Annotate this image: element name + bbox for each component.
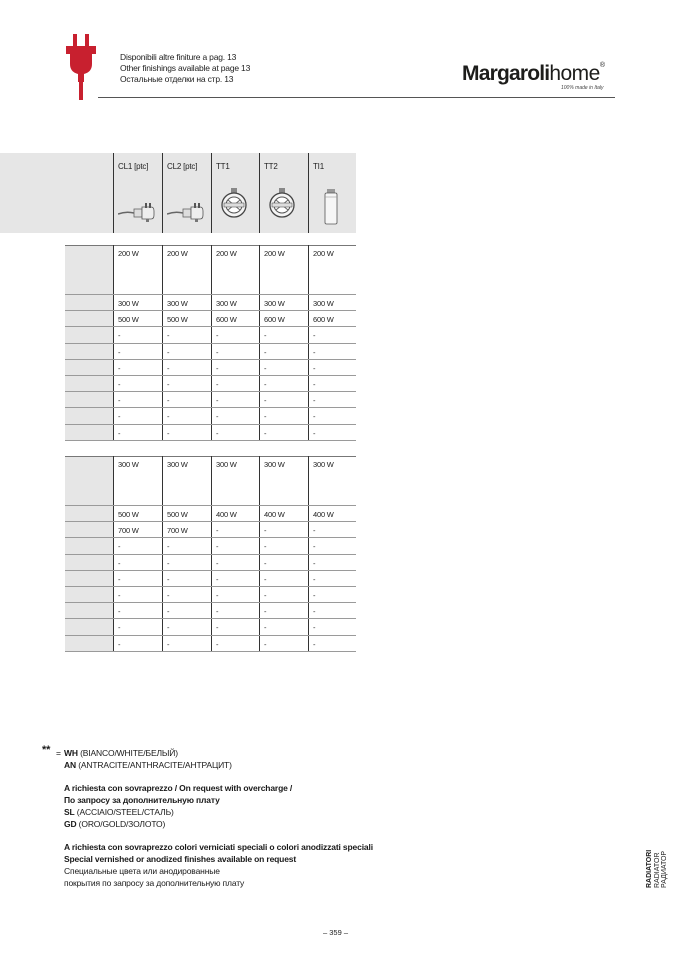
legend-gd-text: (ORO/GOLD/ЗОЛОТО) [78,819,166,829]
row-divider [65,440,356,441]
table-cell: 300 W [313,460,334,469]
table-cell: - [313,347,316,357]
table-cell: 300 W [264,299,285,308]
table-cell: 700 W [118,526,139,536]
table-cell: 300 W [313,299,334,308]
table-cell: 300 W [216,460,237,469]
table-cell: - [118,623,121,633]
table-cell: - [313,574,316,584]
table-cell: - [118,639,121,649]
table-cell: - [167,558,170,568]
table-cell: - [167,428,170,438]
table-cell: - [118,607,121,617]
round-heater-icon [268,188,296,223]
table-cell: 300 W [118,299,139,308]
cable-plug-icon [167,202,207,227]
legend-wh-text: (BIANCO/WHITE/БЕЛЫЙ) [80,748,178,758]
table-cell: - [118,542,121,552]
column-divider [308,153,309,233]
cylinder-heater-icon [324,189,338,230]
table-cell: - [264,623,267,633]
column-divider [113,153,114,233]
row-divider [65,359,356,360]
table-cell: - [118,428,121,438]
plug-icon [64,34,98,100]
row-divider [65,326,356,327]
finishes-note-en: Other finishings available at page 13 [120,63,251,73]
table-cell: - [264,331,267,341]
table-cell: - [264,347,267,357]
table-cell: - [216,428,219,438]
column-divider [211,153,212,233]
table-cell: - [216,380,219,389]
table-cell: - [313,363,316,373]
table-cell: 300 W [167,460,188,469]
legend-special-2: Special vernished or anodized finishes available on request [64,854,297,864]
table-cell: - [167,591,170,600]
table-cell: - [216,526,219,536]
table-cell: - [216,574,219,584]
table-cell: - [167,363,170,373]
table-cell: - [118,412,121,422]
table-cell: - [313,623,316,633]
column-header-2: CL2 [ptc] [167,162,198,171]
column-header-1: CL1 [ptc] [118,162,149,171]
table-cell: 500 W [167,315,188,325]
round-heater-icon [220,188,248,223]
row-divider [65,554,356,555]
table-cell: 400 W [264,510,285,519]
legend-an [64,759,462,771]
row-divider [65,635,356,636]
side-label-it: RADIATORI [646,849,653,888]
row-divider [65,586,356,587]
legend-sl-code: SL [64,807,75,817]
table-cell: - [313,607,316,617]
table-cell: - [264,639,267,649]
legend-special-3: Специальные цвета или анодированные [64,866,220,876]
table-cell: 200 W [118,249,139,258]
legend-wh-code: WH [64,748,78,758]
table-cell: 200 W [313,249,334,258]
row-divider [65,651,356,652]
brand-tagline: 100% made in Italy [561,85,604,91]
cable-plug-icon [118,202,158,227]
table-cell: - [313,558,316,568]
table-cell: - [118,396,121,406]
finish-legend [42,744,462,889]
row-divider [65,343,356,344]
table-cell: - [118,331,121,341]
table-cell: 300 W [216,299,237,308]
legend-wh [64,747,462,759]
column-divider [162,153,163,233]
brand-suffix: home [549,62,600,85]
table-cell: - [216,623,219,633]
table-cell: 600 W [216,315,237,325]
legend-an-code: AN [64,760,76,770]
table-cell: - [313,639,316,649]
row-divider [65,521,356,522]
table-cell: - [167,331,170,341]
table-cell: - [313,331,316,341]
table-cell: - [118,380,121,389]
table-cell: - [216,331,219,341]
table-cell: - [167,542,170,552]
row-divider [65,602,356,603]
table-cell: - [313,428,316,438]
legend-sl [64,806,462,818]
table-cell: 700 W [167,526,188,536]
table-cell: - [313,380,316,389]
table-cell: - [216,607,219,617]
legend-special-1: A richiesta con sovraprezzo colori verniciati speciali o colori anodizzati speciali [64,842,373,852]
table-cell: - [167,347,170,357]
table-cell: 200 W [167,249,188,258]
table-cell: 600 W [264,315,285,325]
table-cell: - [118,574,121,584]
table-cell: - [264,380,267,389]
table-cell: 400 W [216,510,237,519]
table-cell: - [167,574,170,584]
table-cell: - [264,591,267,600]
table-cell: - [313,591,316,600]
page-number: – 359 – [323,928,349,937]
table-cell: - [118,591,121,600]
row-divider [65,407,356,408]
brand-main: Margaroli [462,62,550,85]
row-divider [65,505,356,506]
table-cell: 300 W [264,460,285,469]
table-cell: - [264,363,267,373]
table-cell: 300 W [118,460,139,469]
column-header-3: TT1 [216,162,230,171]
legend-special-4: покрытия по запросу за дополнительную плату [64,878,245,888]
table-cell: - [167,623,170,633]
legend-gd [64,818,462,830]
table-cell: - [313,542,316,552]
table-cell: - [216,639,219,649]
table-cell: - [264,542,267,552]
legend-an-text: (ANTRACITE/ANTHRACITE/АНТРАЦИТ) [78,760,232,770]
row-divider [65,537,356,538]
table-cell: - [264,428,267,438]
table-cell: - [118,558,121,568]
table-cell: 500 W [167,510,188,519]
row-divider [65,391,356,392]
table-cell: 500 W [118,315,139,325]
table-cell: 500 W [118,510,139,519]
table-cell: - [216,396,219,406]
brand-mark: ® [599,62,606,69]
row-divider [65,310,356,311]
row-divider [65,570,356,571]
table-cell: - [264,396,267,406]
table-cell: - [264,558,267,568]
table-cell: - [313,526,316,536]
table-cell: 600 W [313,315,334,325]
legend-eq: = [56,748,61,758]
table-cell: - [264,526,267,536]
table-cell: - [313,412,316,422]
table-cell: - [216,363,219,373]
table-cell: - [118,363,121,373]
table-cell: - [118,347,121,357]
side-label-en: RADIATOR [653,852,661,888]
table-cell: - [167,396,170,406]
table-cell: - [167,639,170,649]
row-divider [65,618,356,619]
table-cell: - [167,412,170,422]
legend-request-2: По запросу за дополнительную плату [64,795,220,805]
column-header-4: TT2 [264,162,278,171]
row-divider [65,424,356,425]
table-cell: - [216,412,219,422]
column-header-5: TI1 [313,162,324,171]
section-side-label [646,849,678,911]
header-rule [98,97,615,98]
legend-request-1: A richiesta con sovraprezzo / On request with overcharge / [64,783,293,793]
table-cell: 200 W [264,249,285,258]
table-cell: - [216,558,219,568]
finishes-note [120,52,250,85]
legend-stars: ** [42,744,51,756]
table-cell: - [167,380,170,389]
table-cell: - [264,607,267,617]
finishes-note-ru: Остальные отделки на стр. 13 [120,74,234,84]
side-label-ru: РАДИАТОР [661,850,668,888]
table-cell: - [264,412,267,422]
brand-logo [462,62,605,86]
row-divider [65,375,356,376]
table-cell: - [216,591,219,600]
table-cell: - [167,607,170,617]
table-cell: - [216,347,219,357]
table-cell: - [264,574,267,584]
table-cell: 300 W [167,299,188,308]
legend-sl-text: (ACCIAIO/STEEL/СТАЛЬ) [76,807,174,817]
legend-gd-code: GD [64,819,77,829]
row-divider [65,294,356,295]
column-divider [259,153,260,233]
table-cell: - [216,542,219,552]
table-cell: - [313,396,316,406]
table-cell: 400 W [313,510,334,519]
finishes-note-it: Disponibili altre finiture a pag. 13 [120,52,237,62]
table-cell: 200 W [216,249,237,258]
